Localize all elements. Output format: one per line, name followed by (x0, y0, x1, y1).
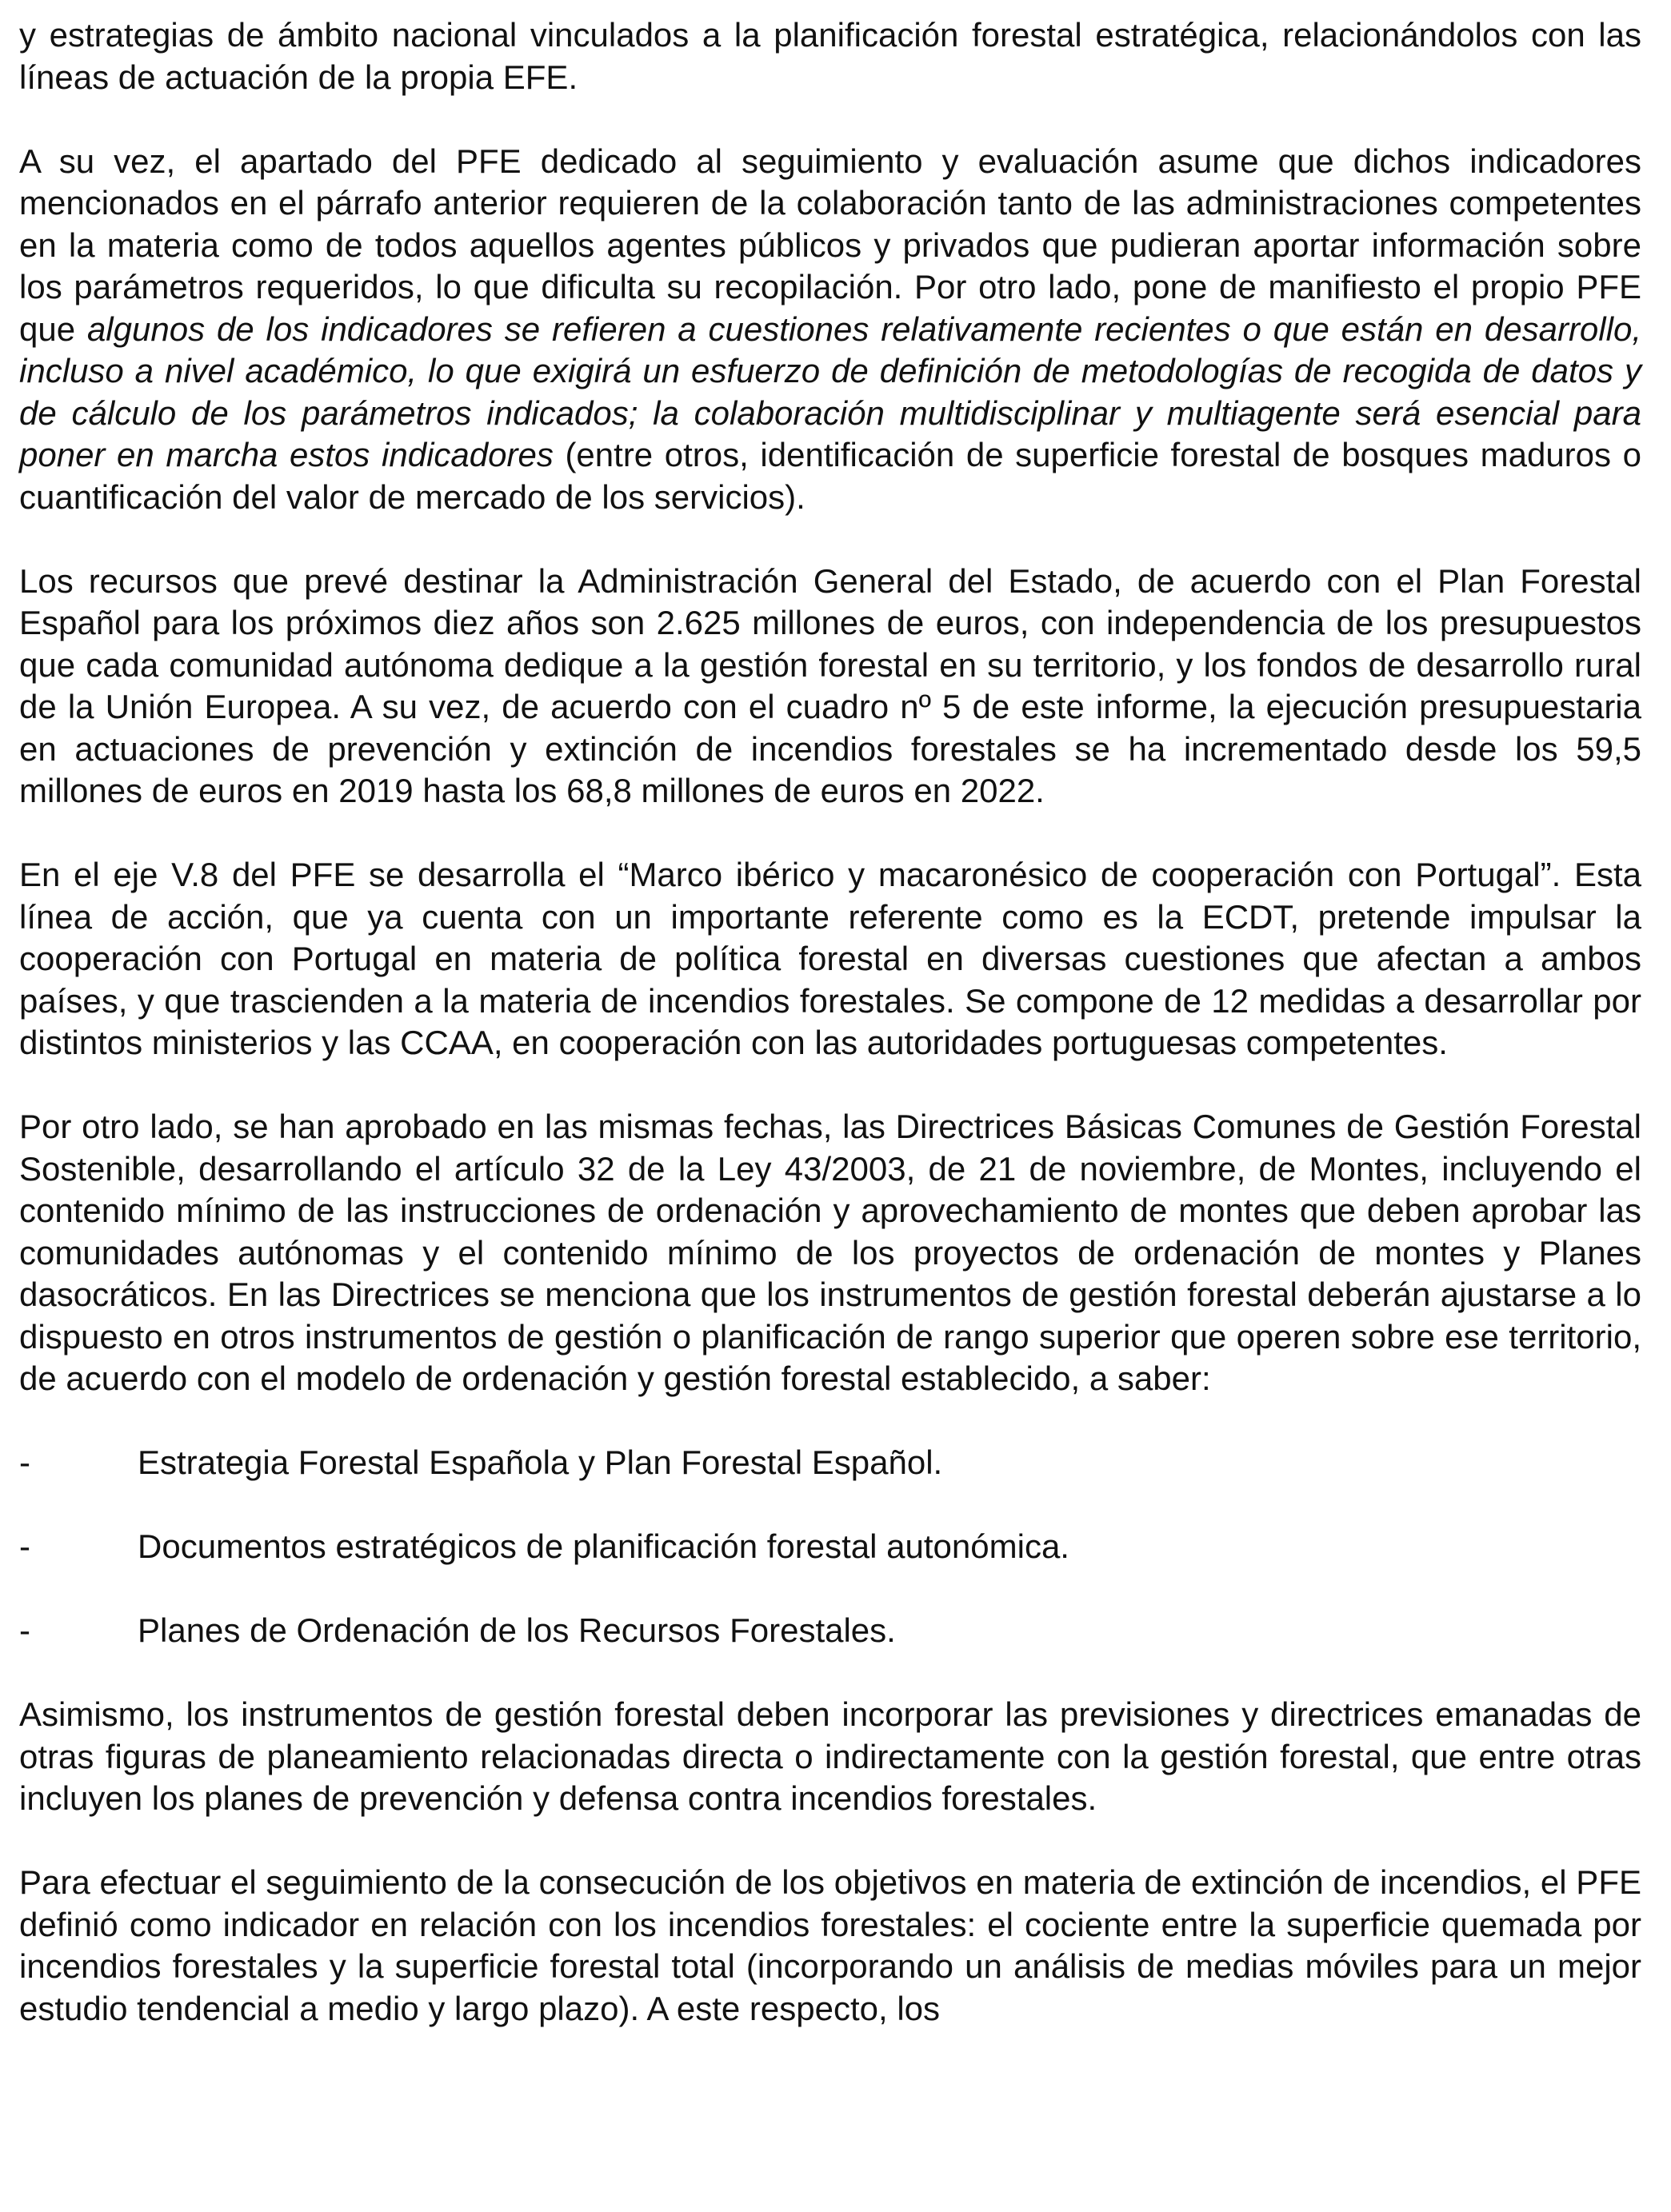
paragraph-strategies: y estrategias de ámbito nacional vinculados a la planificación forestal estratégica, relacionándolos con las líneas de actuación de la propia EFE. (19, 16, 1641, 96)
list-bullet-dash: - (19, 1527, 30, 1565)
paragraph-indicators-quote: algunos de los indicadores se refieren a cuestiones relativamente recientes o que están en desarrollo, incluso a nivel académico, lo que exigirá un esfuerzo de definición de metodologías de recogida de datos y de cálculo de los parámetros indicados; la colaboración multidisciplinar y multiagente será esencial para poner en marcha estos indicadores (19, 309, 1641, 473)
paragraph-directrices: Por otro lado, se han aprobado en las mismas fechas, las Directrices Básicas Comunes de Gestión Forestal Sostenible, desarrollando el artículo 32 de la Ley 43/2003, de 21 de noviembre, de Montes, incluyendo el contenido mínimo de las instrucciones de ordenación y aprovechamiento de montes que deben aprobar las comunidades autónomas y el contenido mínimo de los proyectos de ordenación de montes y Planes dasocráticos. En las Directrices se menciona que los instrumentos de gestión forestal deberán ajustarse a lo dispuesto en otros instrumentos de gestión o planificación de rango superior que operen sobre ese territorio, de acuerdo con el modelo de ordenación y gestión forestal establecido, a saber: (19, 1108, 1641, 1397)
paragraph-indicators-text-b: (entre otros, identificación de superficie forestal de bosques maduros o cuantificación del valor de mercado de los servicios). (19, 436, 1642, 516)
paragraph-portugal-cooperation: En el eje V.8 del PFE se desarrolla el “Marco ibérico y macaronésico de cooperación con Portugal”. Esta línea de acción, que ya cuenta con un importante referente como es la ECDT, pretende impulsar la cooperación con Portugal en materia de política forestal en diversas cuestiones que afectan a ambos países, y que trascienden a la materia de incendios forestales. Se compone de 12 medidas a desarrollar por distintos ministerios y las CCAA, en cooperación con las autoridades portuguesas competentes. (19, 856, 1641, 1061)
list-item-text: Estrategia Forestal Española y Plan Forestal Español. (138, 1443, 943, 1481)
document-page (19, 14, 1641, 2072)
paragraph-indicators-text-a: A su vez, el apartado del PFE dedicado al seguimiento y evaluación asume que dichos indicadores mencionados en el párrafo anterior requieren de la colaboración tanto de las administraciones competentes en la materia como de todos aquellos agentes públicos y privados que pudieran aportar información sobre los parámetros requeridos, lo que dificulta su recopilación. Por otro lado, pone de manifiesto el propio PFE que (19, 142, 1641, 348)
list-bullet-dash: - (19, 1611, 30, 1649)
list-item-text: Documentos estratégicos de planificación forestal autonómica. (138, 1527, 1069, 1565)
paragraph-indicators (19, 141, 1641, 519)
list-item (19, 1442, 1641, 1484)
paragraph-resources: Los recursos que prevé destinar la Administración General del Estado, de acuerdo con el Plan Forestal Español para los próximos diez años son 2.625 millones de euros, con independencia de los presupuestos que cada comunidad autónoma dedique a la gestión forestal en su territorio, y los fondos de desarrollo rural de la Unión Europea. A su vez, de acuerdo con el cuadro nº 5 de este informe, la ejecución presupuestaria en actuaciones de prevención y extinción de incendios forestales se ha incrementado desde los 59,5 millones de euros en 2019 hasta los 68,8 millones de euros en 2022. (19, 561, 1641, 809)
list-bullet-dash: - (19, 1443, 30, 1481)
paragraph-monitoring: Para efectuar el seguimiento de la consecución de los objetivos en materia de extinción de incendios, el PFE definió como indicador en relación con los incendios forestales: el cociente entre la superficie quemada por incendios forestales y la superficie forestal total (incorporando un análisis de medias móviles para un mejor estudio tendencial a medio y largo plazo). A este respecto, los (19, 1863, 1641, 2027)
paragraph-planning-figures: Asimismo, los instrumentos de gestión forestal deben incorporar las previsiones y directrices emanadas de otras figuras de planeamiento relacionadas directa o indirectamente con la gestión forestal, que entre otras incluyen los planes de prevención y defensa contra incendios forestales. (19, 1695, 1641, 1817)
list-item (19, 1610, 1641, 1652)
list-item-text: Planes de Ordenación de los Recursos Forestales. (138, 1611, 896, 1649)
list-item (19, 1526, 1641, 1568)
